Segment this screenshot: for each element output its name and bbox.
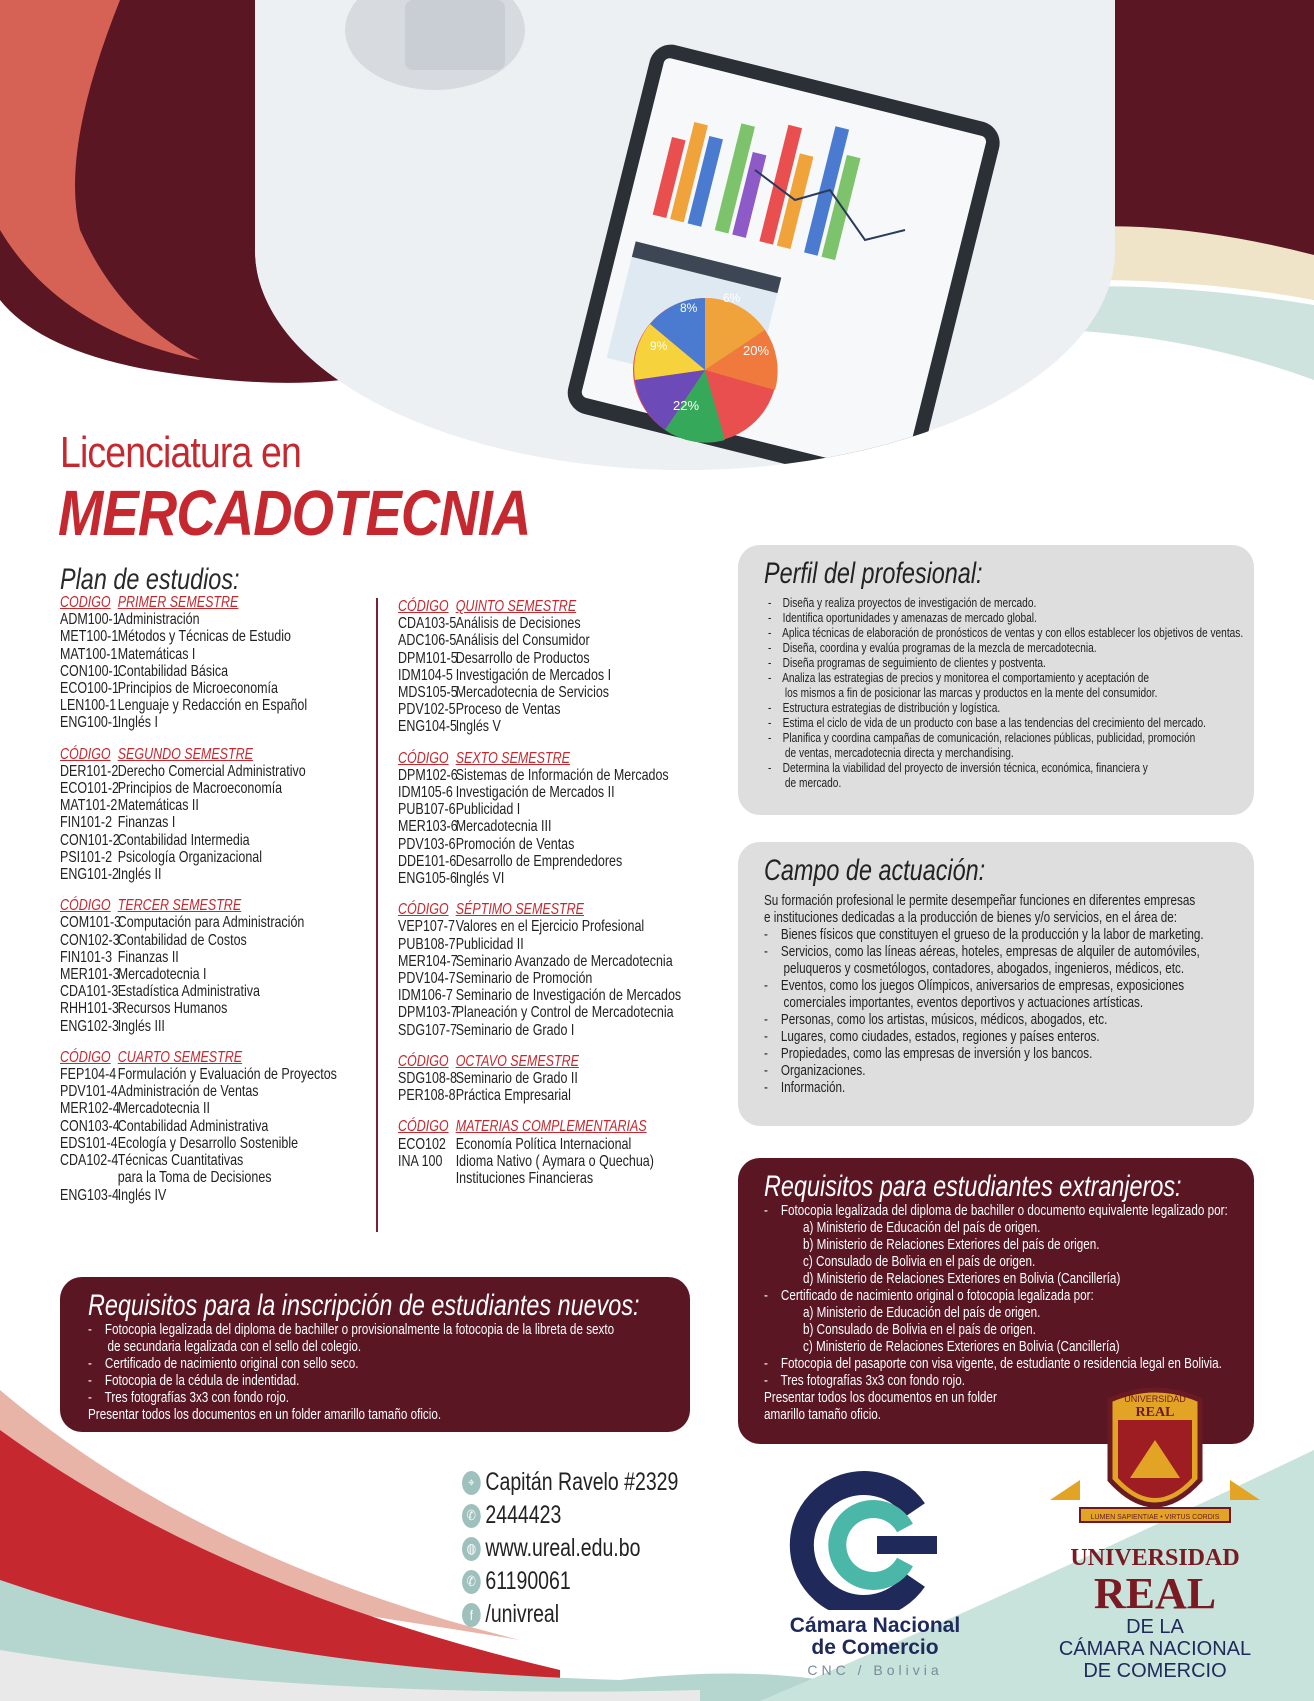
campo-intro-line: e instituciones dedicadas a la producción de bienes y/o servicios, en el área de:	[764, 909, 1178, 926]
course-row	[60, 680, 337, 697]
course-code: MAT100-1	[60, 645, 118, 663]
universidad-real-logo	[1020, 1380, 1290, 1695]
phone[interactable]	[462, 1499, 678, 1532]
course-name: Métodos y Técnicas de Estudio	[117, 628, 291, 646]
course-name: Técnicas Cuantitativas	[117, 1152, 244, 1170]
course-row	[60, 814, 337, 831]
course-code: RHH101-3	[60, 1000, 119, 1018]
list-item: - Certificado de nacimiento original con sello seco.	[88, 1355, 359, 1372]
course-row	[60, 1018, 337, 1035]
course-row	[398, 936, 681, 953]
course-code: PER108-8	[398, 1087, 456, 1105]
course-row	[398, 818, 681, 835]
cnc-emblem	[765, 1470, 985, 1610]
course-row	[398, 1087, 681, 1104]
course-name: Inglés V	[455, 718, 501, 736]
address	[462, 1466, 678, 1499]
address-text: Capitán Ravelo #2329	[485, 1468, 679, 1496]
list-item: Presentar todos los documentos en un folder	[764, 1389, 997, 1406]
course-name: Análisis de Decisiones	[455, 615, 581, 633]
seal-motto: LUMEN SAPIENTIAE • VIRTUS CORDIS	[1090, 1514, 1220, 1521]
course-code: IDM105-6	[398, 784, 453, 802]
list-item: - Eventos, como los juegos Olímpicos, aniversarios de empresas, exposiciones	[764, 977, 1185, 994]
course-row	[398, 650, 681, 667]
course-row	[398, 801, 681, 818]
course-code: MER102-4	[60, 1100, 120, 1118]
semester-block	[398, 1118, 681, 1187]
cnc-subtitle: CNC / Bolivia	[807, 1662, 943, 1678]
semester-name: SÉPTIMO SEMESTRE	[455, 901, 585, 919]
course-row	[60, 1135, 337, 1152]
semester-header	[398, 1053, 681, 1070]
course-name: Inglés VI	[455, 870, 505, 888]
ureal-line3: DE LA	[1126, 1616, 1184, 1638]
course-row	[398, 684, 681, 701]
course-code: MER103-6	[398, 818, 458, 836]
course-code: SDG108-8	[398, 1070, 457, 1088]
course-row	[398, 836, 681, 853]
list-item: a) Ministerio de Educación del país de origen.	[764, 1304, 1041, 1321]
plan-title: Plan de estudios:	[60, 563, 240, 596]
course-name: Administración	[117, 611, 200, 629]
semester-header	[60, 1049, 337, 1066]
course-name: Derecho Comercial Administrativo	[117, 762, 306, 780]
hero-illustration	[255, 0, 1115, 470]
list-item: - Determina la viabilidad del proyecto de inversión técnica, económica, financiera y	[768, 760, 1148, 775]
course-code: PDV104-7	[398, 970, 456, 988]
semester-name: SEXTO SEMESTRE	[455, 749, 570, 767]
course-code: MER104-7	[398, 952, 458, 970]
pie-label: 22%	[673, 398, 700, 413]
list-item: - Fotocopia de la cédula de indentidad.	[88, 1372, 300, 1389]
course-row	[60, 628, 337, 645]
course-row	[398, 953, 681, 970]
course-code: SDG107-7	[398, 1021, 457, 1039]
whatsapp-icon: ✆	[462, 1570, 481, 1594]
course-code: VEP107-7	[398, 918, 455, 936]
pie-label: 9%	[650, 339, 668, 353]
course-name: Promoción de Ventas	[455, 835, 575, 853]
course-code: ECO102	[398, 1135, 446, 1153]
list-item: - Diseña, coordina y evalúa programas de la mezcla de mercadotecnia.	[768, 640, 1097, 655]
course-name: Inglés II	[117, 866, 162, 884]
course-code: PUB108-7	[398, 935, 456, 953]
course-name: Principios de Microeconomía	[117, 680, 278, 698]
course-name: Inglés I	[117, 714, 158, 732]
semester-name: TERCER SEMESTRE	[117, 897, 242, 915]
course-name: Matemáticas II	[117, 797, 199, 815]
course-row	[398, 1153, 681, 1170]
course-code: ENG105-6	[398, 870, 457, 888]
course-name: Lenguaje y Redacción en Español	[117, 697, 308, 715]
campo-list	[764, 892, 1204, 1096]
perfil-box	[738, 545, 1254, 815]
course-name: Seminario Avanzado de Mercadotecnia	[455, 952, 673, 970]
code-header: CÓDIGO	[60, 1048, 111, 1066]
course-row	[60, 1100, 337, 1117]
course-code: MDS105-5	[398, 684, 458, 702]
course-name: Economía Política Internacional	[455, 1135, 632, 1153]
course-code: DPM101-5	[398, 649, 458, 667]
campo-title: Campo de actuación:	[764, 854, 986, 887]
course-row	[398, 1022, 681, 1039]
course-code: MAT101-2	[60, 797, 118, 815]
course-code: CON102-3	[60, 931, 120, 949]
course-code: IDM106-7	[398, 987, 453, 1005]
nuevos-title: Requisitos para la inscripción de estudiantes nuevos:	[88, 1289, 640, 1322]
course-row	[398, 667, 681, 684]
course-name: Estadística Administrativa	[117, 983, 260, 1001]
semester-header	[60, 746, 337, 763]
semester-name: MATERIAS COMPLEMENTARIAS	[455, 1118, 647, 1136]
course-row	[60, 663, 337, 680]
semester-header	[398, 901, 681, 918]
list-item: de mercado.	[768, 775, 842, 790]
course-row	[60, 932, 337, 949]
course-row	[398, 1070, 681, 1087]
list-item: b) Consulado de Bolivia en el país de origen.	[764, 1321, 1036, 1338]
course-name: Seminario de Investigación de Mercados	[455, 987, 682, 1005]
cnc-name-line2: de Comercio	[811, 1636, 939, 1659]
course-name: Inglés IV	[117, 1186, 167, 1204]
course-code: FEP104-4	[60, 1066, 117, 1084]
code-header: CÓDIGO	[398, 1052, 449, 1070]
degree-title-prefix: Licenciatura en	[60, 428, 301, 477]
list-item: - Lugares, como ciudades, estados, regiones y países enteros.	[764, 1028, 1100, 1045]
code-header: CÓDIGO	[398, 749, 449, 767]
ureal-line1: UNIVERSIDAD	[1070, 1545, 1240, 1571]
course-name: Publicidad I	[455, 801, 521, 819]
list-item: de secundaria legalizada con el sello del colegio.	[88, 1338, 362, 1355]
code-header: CÓDIGO	[60, 745, 111, 763]
course-name: Seminario de Grado II	[455, 1070, 578, 1088]
curriculum-left-column	[60, 594, 337, 1218]
code-header: CÓDIGO	[398, 598, 449, 615]
course-code: PDV103-6	[398, 835, 456, 853]
course-code: DDE101-6	[398, 852, 457, 870]
list-item: de ventas, mercadotecnia directa y merchandising.	[768, 745, 1014, 760]
course-name: Seminario de Grado I	[455, 1021, 575, 1039]
seal-top-text: UNIVERSIDAD	[1124, 1394, 1186, 1404]
list-item: - Diseña y realiza proyectos de investigación de mercado.	[768, 595, 1037, 610]
list-item: - Organizaciones.	[764, 1062, 866, 1079]
course-row	[60, 1118, 337, 1135]
course-row	[398, 1170, 681, 1187]
ureal-line2: REAL	[1093, 1569, 1217, 1618]
semester-name: PRIMER SEMESTRE	[117, 594, 239, 611]
course-row	[60, 780, 337, 797]
course-name: Mercadotecnia de Servicios	[455, 684, 610, 702]
course-code: PSI101-2	[60, 848, 113, 866]
perfil-title: Perfil del profesional:	[764, 557, 983, 590]
list-item: - Personas, como los artistas, músicos, médicos, abogados, etc.	[764, 1011, 1108, 1028]
list-item: c) Consulado de Bolivia en el país de origen.	[764, 1253, 1036, 1270]
list-item: c) Ministerio de Relaciones Exteriores en Bolivia (Cancillería)	[764, 1338, 1120, 1355]
course-name: Formulación y Evaluación de Proyectos	[117, 1066, 337, 1084]
course-row	[398, 853, 681, 870]
list-item: comerciales importantes, eventos deportivos y actuaciones artísticas.	[764, 994, 1144, 1011]
semester-header	[60, 594, 337, 611]
course-code: ADC106-5	[398, 632, 457, 650]
course-code: CDA102-4	[60, 1152, 119, 1170]
course-code: PDV102-5	[398, 701, 456, 719]
course-name: Seminario de Promoción	[455, 970, 593, 988]
course-row	[60, 849, 337, 866]
phone-text: 2444423	[485, 1501, 562, 1529]
course-code: CON103-4	[60, 1117, 120, 1135]
course-row	[398, 615, 681, 632]
course-name: Idioma Nativo ( Aymara o Quechua)	[455, 1152, 654, 1170]
extranjeros-title: Requisitos para estudiantes extranjeros:	[764, 1170, 1182, 1203]
course-name: Publicidad II	[455, 935, 524, 953]
semester-block	[60, 897, 337, 1035]
course-name: Finanzas II	[117, 948, 179, 966]
course-row	[398, 701, 681, 718]
course-code: EDS101-4	[60, 1134, 118, 1152]
course-name: Práctica Empresarial	[455, 1087, 571, 1105]
list-item: - Certificado de nacimiento original o fotocopia legalizada por:	[764, 1287, 1094, 1304]
course-code: MER101-3	[60, 966, 120, 984]
cnc-logo	[765, 1470, 985, 1695]
course-name: Matemáticas I	[117, 645, 196, 663]
degree-title: MERCADOTECNIA	[58, 477, 531, 549]
code-header: CODIGO	[60, 594, 111, 611]
course-row	[60, 914, 337, 931]
facebook-icon: f	[462, 1603, 481, 1627]
course-name: Mercadotecnia II	[117, 1100, 210, 1118]
course-row	[60, 966, 337, 983]
course-row	[398, 987, 681, 1004]
seal-name-text: REAL	[1135, 1405, 1175, 1420]
curriculum-right-column	[398, 598, 681, 1201]
perfil-list	[768, 595, 1243, 790]
course-row	[60, 697, 337, 714]
semester-name: SEGUNDO SEMESTRE	[117, 745, 253, 763]
code-header: CÓDIGO	[60, 897, 111, 915]
semester-block	[398, 1053, 681, 1105]
course-name: Finanzas I	[117, 814, 176, 832]
semester-header	[398, 750, 681, 767]
course-row	[398, 918, 681, 935]
course-row	[60, 1169, 337, 1186]
course-row	[60, 983, 337, 1000]
course-code	[60, 1169, 118, 1186]
ureal-line4: CÁMARA NACIONAL	[1058, 1638, 1252, 1660]
course-code: ECO101-2	[60, 780, 119, 798]
course-code: ENG100-1	[60, 714, 119, 732]
course-row	[60, 1152, 337, 1169]
list-item: - Fotocopia legalizada del diploma de bachiller o provisionalmente la fotocopia de la libreta de sexto	[88, 1321, 615, 1338]
ureal-line5: DE COMERCIO	[1083, 1660, 1227, 1682]
course-code: CDA101-3	[60, 983, 119, 1001]
course-code: FIN101-2	[60, 814, 113, 832]
course-name: Principios de Macroeconomía	[117, 780, 283, 798]
course-name: Ecología y Desarrollo Sostenible	[117, 1134, 299, 1152]
course-row	[60, 797, 337, 814]
course-name: para la Toma de Decisiones	[117, 1169, 272, 1187]
course-name: Administración de Ventas	[117, 1083, 259, 1101]
course-name: Sistemas de Información de Mercados	[455, 766, 669, 784]
course-code: PUB107-6	[398, 801, 456, 819]
course-name: Investigación de Mercados I	[455, 666, 612, 684]
course-name: Valores en el Ejercicio Profesional	[455, 918, 645, 936]
course-code: ENG102-3	[60, 1017, 119, 1035]
university-seal	[1020, 1380, 1290, 1540]
course-row	[398, 1004, 681, 1021]
whatsapp-text: 61190061	[485, 1567, 571, 1595]
list-item: d) Ministerio de Relaciones Exteriores en Bolivia (Cancillería)	[764, 1270, 1121, 1287]
course-row	[398, 718, 681, 735]
list-item: peluqueros y cosmetólogos, contadores, abogados, ingenieros, médicos, etc.	[764, 960, 1185, 977]
list-item: - Aplica técnicas de elaboración de pronósticos de ventas y con ellos establecer los objetivos de ventas.	[768, 625, 1244, 640]
list-item: - Estructura estrategias de distribución y logística.	[768, 700, 1001, 715]
semester-block	[398, 598, 681, 736]
semester-block	[60, 594, 337, 732]
course-name: Mercadotecnia I	[117, 966, 207, 984]
course-code: CDA103-5	[398, 615, 457, 633]
course-row	[60, 866, 337, 883]
course-code: DPM103-7	[398, 1004, 458, 1022]
location-pin-icon: ⌖	[462, 1471, 481, 1495]
course-name: Contabilidad de Costos	[117, 931, 247, 949]
course-row	[398, 970, 681, 987]
list-item: - Propiedades, como las empresas de inversión y los bancos.	[764, 1045, 1093, 1062]
course-code: DPM102-6	[398, 766, 458, 784]
course-code: CON101-2	[60, 831, 120, 849]
course-name: Desarrollo de Productos	[455, 649, 590, 667]
course-row	[398, 632, 681, 649]
list-item: - Analiza las estrategias de precios y monitorea el comportamiento y aceptación de	[768, 670, 1150, 685]
course-name: Inglés III	[117, 1017, 165, 1035]
nuevos-box	[60, 1277, 690, 1432]
semester-block	[60, 746, 337, 884]
pie-label: 20%	[743, 343, 770, 358]
course-name: Investigación de Mercados II	[455, 784, 615, 802]
course-name: Psicología Organizacional	[117, 848, 263, 866]
list-item: - Diseña programas de seguimiento de clientes y postventa.	[768, 655, 1046, 670]
course-name: Mercadotecnia III	[455, 818, 552, 836]
course-name: Instituciones Financieras	[455, 1170, 594, 1188]
campo-box	[738, 842, 1254, 1126]
list-item: - Identifica oportunidades y amenazas de mercado global.	[768, 610, 1037, 625]
course-code: FIN101-3	[60, 948, 113, 966]
course-name: Recursos Humanos	[117, 1000, 228, 1018]
list-item: - Tres fotografías 3x3 con fondo rojo.	[88, 1389, 289, 1406]
semester-block	[398, 901, 681, 1039]
semester-block	[60, 1049, 337, 1204]
list-item: - Información.	[764, 1079, 846, 1096]
course-code	[398, 1170, 456, 1187]
list-item: - Fotocopia legalizada del diploma de bachiller o documento equivalente legalizado por:	[764, 1202, 1228, 1219]
course-name: Computación para Administración	[117, 914, 305, 932]
course-row	[60, 763, 337, 780]
website-text: www.ureal.edu.bo	[485, 1534, 641, 1562]
course-code: ENG101-2	[60, 866, 119, 884]
course-name: Contabilidad Administrativa	[117, 1117, 269, 1135]
course-row	[60, 1000, 337, 1017]
course-row	[60, 611, 337, 628]
course-row	[60, 949, 337, 966]
course-code: ECO100-1	[60, 680, 119, 698]
course-code: LEN100-1	[60, 697, 117, 715]
list-item: - Fotocopia del pasaporte con visa vigente, de estudiante o residencia legal en Bolivia.	[764, 1355, 1222, 1372]
list-item: - Bienes físicos que constituyen el grueso de la producción y la labor de marketing.	[764, 926, 1204, 943]
course-name: Planeación y Control de Mercadotecnia	[455, 1004, 674, 1022]
list-item: a) Ministerio de Educación del país de origen.	[764, 1219, 1041, 1236]
semester-header	[60, 897, 337, 914]
course-code: IDM104-5	[398, 666, 453, 684]
course-row	[398, 1136, 681, 1153]
course-code: ENG103-4	[60, 1186, 119, 1204]
course-code: CON100-1	[60, 662, 120, 680]
column-divider	[376, 598, 378, 1232]
course-row	[60, 1083, 337, 1100]
course-row	[60, 1066, 337, 1083]
whatsapp[interactable]	[462, 1565, 678, 1598]
hero-image	[255, 0, 1115, 470]
cnc-name-line1: Cámara Nacional	[789, 1614, 961, 1637]
list-item: amarillo tamaño oficio.	[764, 1406, 882, 1423]
list-item: b) Ministerio de Relaciones Exteriores del país de origen.	[764, 1236, 1100, 1253]
course-row	[60, 832, 337, 849]
course-code: PDV101-4	[60, 1083, 118, 1101]
course-row	[398, 767, 681, 784]
phone-icon: ✆	[462, 1504, 481, 1528]
semester-name: OCTAVO SEMESTRE	[455, 1052, 579, 1070]
pie-label: 6%	[723, 291, 741, 305]
course-row	[60, 714, 337, 731]
semester-header	[398, 1118, 681, 1135]
course-code: MET100-1	[60, 628, 119, 646]
course-code: COM101-3	[60, 914, 122, 932]
course-row	[398, 784, 681, 801]
list-item: - Planifica y coordina campañas de comunicación, relaciones públicas, publicidad, promoción	[768, 730, 1196, 745]
course-name: Contabilidad Básica	[117, 662, 229, 680]
pie-label: 8%	[680, 301, 698, 315]
code-header: CÓDIGO	[398, 1118, 449, 1136]
nuevos-list	[88, 1321, 614, 1423]
semester-name: CUARTO SEMESTRE	[117, 1048, 243, 1066]
list-item: - Estima el ciclo de vida de un producto con base a las tendencias del crecimiento del mercado.	[768, 715, 1206, 730]
course-code: INA 100	[398, 1152, 443, 1170]
course-name: Proceso de Ventas	[455, 701, 561, 719]
course-name: Contabilidad Intermedia	[117, 831, 250, 849]
semester-header	[398, 598, 681, 615]
course-name: Desarrollo de Emprendedores	[455, 852, 623, 870]
list-item: - Tres fotografías 3x3 con fondo rojo.	[764, 1372, 965, 1389]
globe-icon: ◍	[462, 1537, 481, 1561]
facebook-text: /univreal	[485, 1600, 560, 1628]
semester-block	[398, 750, 681, 888]
list-item: los mismos a fin de posicionar las marcas y productos en la mente del consumidor.	[768, 685, 1158, 700]
contact-info	[462, 1466, 678, 1631]
list-item: - Servicios, como las líneas aéreas, hoteles, empresas de alquiler de automóviles,	[764, 943, 1200, 960]
course-row	[60, 646, 337, 663]
course-row	[398, 870, 681, 887]
campo-intro-line: Su formación profesional le permite desempeñar funciones en diferentes empresas	[764, 892, 1196, 909]
list-item: Presentar todos los documentos en un folder amarillo tamaño oficio.	[88, 1406, 442, 1423]
course-name: Análisis del Consumidor	[455, 632, 590, 650]
course-row	[60, 1187, 337, 1204]
facebook-link[interactable]	[462, 1598, 678, 1631]
course-code: DER101-2	[60, 762, 119, 780]
website-link[interactable]	[462, 1532, 678, 1565]
course-code: ADM100-1	[60, 611, 120, 629]
course-code: ENG104-5	[398, 718, 457, 736]
semester-name: QUINTO SEMESTRE	[455, 598, 577, 615]
code-header: CÓDIGO	[398, 901, 449, 919]
